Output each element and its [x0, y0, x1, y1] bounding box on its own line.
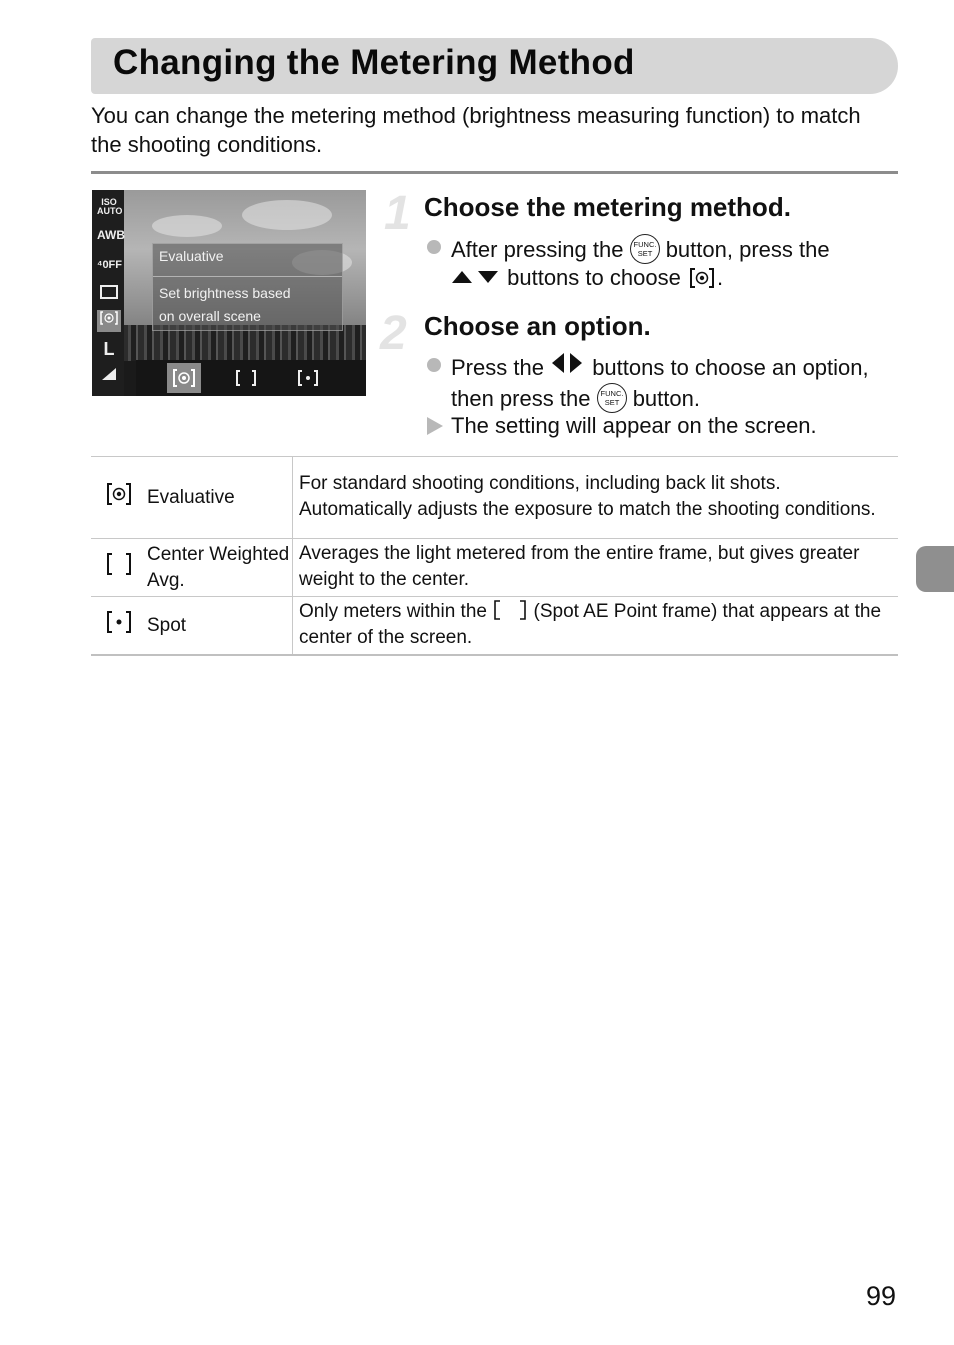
- spot-ae-frame-icon: [492, 600, 528, 620]
- evaluative-option-icon: [167, 363, 201, 393]
- option-name: Spot: [147, 597, 293, 656]
- table-row: [91, 539, 898, 597]
- svg-text:SET: SET: [637, 249, 652, 258]
- evaluative-metering-icon: [687, 266, 717, 296]
- center-weighted-metering-icon: [91, 539, 147, 597]
- flash-exposure-icon: ⁴0FF: [97, 259, 122, 271]
- evaluative-metering-icon: [91, 457, 147, 539]
- metering-options-table: [91, 456, 898, 656]
- step-1-title: Choose the metering method.: [424, 192, 791, 222]
- spot-metering-icon: [91, 597, 147, 656]
- section-divider: [91, 171, 898, 174]
- page-title: Changing the Metering Method: [113, 43, 635, 82]
- step-1-instruction-line1: After pressing the FUNC. SET button, press the: [451, 234, 830, 264]
- camera-side-menu: [92, 190, 124, 396]
- table-row: [91, 457, 898, 539]
- up-down-arrows-icon: [451, 264, 501, 290]
- option-name: Evaluative: [147, 457, 293, 539]
- option-description: Averages the light metered from the entire frame, but gives greater weight to the center.: [293, 539, 899, 597]
- bullet-icon: [427, 240, 441, 254]
- title-bar: [91, 38, 898, 94]
- intro-text: You can change the metering method (brightness measuring function) to match the shooting conditions.: [91, 103, 861, 157]
- step-1-instruction-line2: buttons to choose .: [451, 264, 723, 296]
- compression-icon: [97, 366, 121, 384]
- white-balance-icon: AWB: [97, 228, 125, 242]
- option-description: For standard shooting conditions, including back lit shots. Automatically adjusts the exposure to match the shooting conditions.: [293, 457, 899, 539]
- chapter-tab: [916, 546, 954, 592]
- camera-menu-panel: [152, 243, 343, 331]
- left-right-arrows-icon: [550, 352, 586, 380]
- svg-text:SET: SET: [604, 398, 619, 407]
- spot-option-icon: [291, 363, 325, 393]
- step-2-instruction-line2: then press the FUNC. SET button.: [451, 383, 700, 413]
- metering-menu-icon: [97, 310, 121, 332]
- step-number-2: 2: [380, 307, 407, 360]
- resolution-icon: L: [103, 339, 115, 359]
- camera-screen-illustration: [92, 190, 366, 396]
- iso-icon: ISO AUTO: [97, 197, 123, 216]
- option-description: Only meters within the (Spot AE Point frame) that appears at the center of the screen.: [293, 597, 899, 656]
- svg-text:FUNC.: FUNC.: [600, 389, 624, 398]
- step-2-instruction-line1: Press the buttons to choose an option,: [451, 352, 869, 381]
- panel-heading: Evaluative: [159, 248, 224, 264]
- svg-text:FUNC.: FUNC.: [633, 240, 657, 249]
- page-number: 99: [866, 1281, 897, 1311]
- step-2-title: Choose an option.: [424, 311, 651, 341]
- func-set-button-icon: [597, 383, 627, 413]
- table-row: [91, 597, 898, 656]
- func-set-button-icon: [630, 234, 660, 264]
- center-weighted-option-icon: [229, 363, 263, 393]
- cloud: [152, 215, 222, 237]
- drive-mode-icon: [97, 284, 121, 302]
- camera-options-bar: [136, 360, 366, 396]
- step-2-result: The setting will appear on the screen.: [451, 413, 817, 438]
- result-arrow-icon: [427, 417, 443, 435]
- panel-description: Set brightness based on overall scene: [159, 285, 291, 324]
- cloud: [242, 200, 332, 230]
- bullet-icon: [427, 358, 441, 372]
- step-number-1: 1: [384, 187, 411, 240]
- option-name: Center Weighted Avg.: [147, 539, 293, 597]
